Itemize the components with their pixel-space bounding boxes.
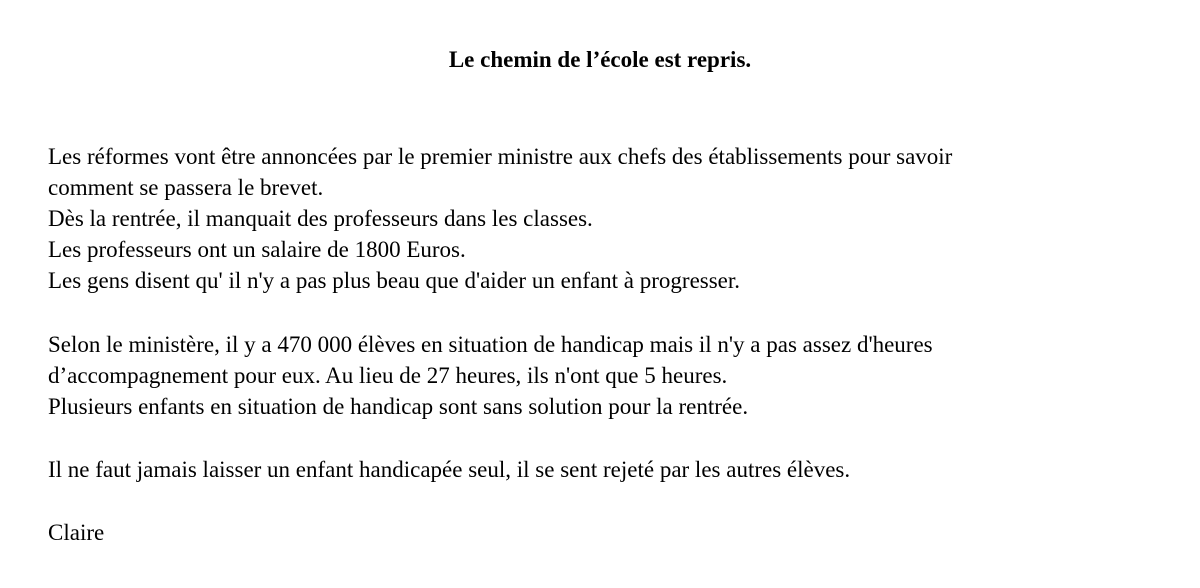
paragraph-line: Dès la rentrée, il manquait des professeurs dans les classes. (48, 206, 593, 231)
paragraph-line: comment se passera le brevet. (48, 175, 324, 200)
paragraph-line: Les réformes vont être annoncées par le premier ministre aux chefs des établissements pour savoir (48, 144, 953, 169)
paragraph-line: Les professeurs ont un salaire de 1800 Euros. (48, 237, 466, 262)
paragraph-line: Plusieurs enfants en situation de handicap sont sans solution pour la rentrée. (48, 394, 749, 419)
paragraph-line: d’accompagnement pour eux. Au lieu de 27 heures, ils n'ont que 5 heures. (48, 363, 728, 388)
paragraph-conclusion (48, 454, 1168, 485)
paragraph-line: Les gens disent qu' il n'y a pas plus beau que d'aider un enfant à progresser. (48, 268, 741, 293)
document-title: Le chemin de l’école est repris. (448, 47, 752, 72)
paragraph-line: Il ne faut jamais laisser un enfant handicapée seul, il se sent rejeté par les autres élèves. (48, 457, 851, 482)
paragraph-line: Selon le ministère, il y a 470 000 élèves en situation de handicap mais il n'y a pas assez d'heures (48, 332, 933, 357)
paragraph-handicap (48, 329, 1168, 422)
signature-name: Claire (48, 520, 105, 545)
signature (48, 517, 1168, 548)
paragraph-reforms (48, 141, 1168, 296)
